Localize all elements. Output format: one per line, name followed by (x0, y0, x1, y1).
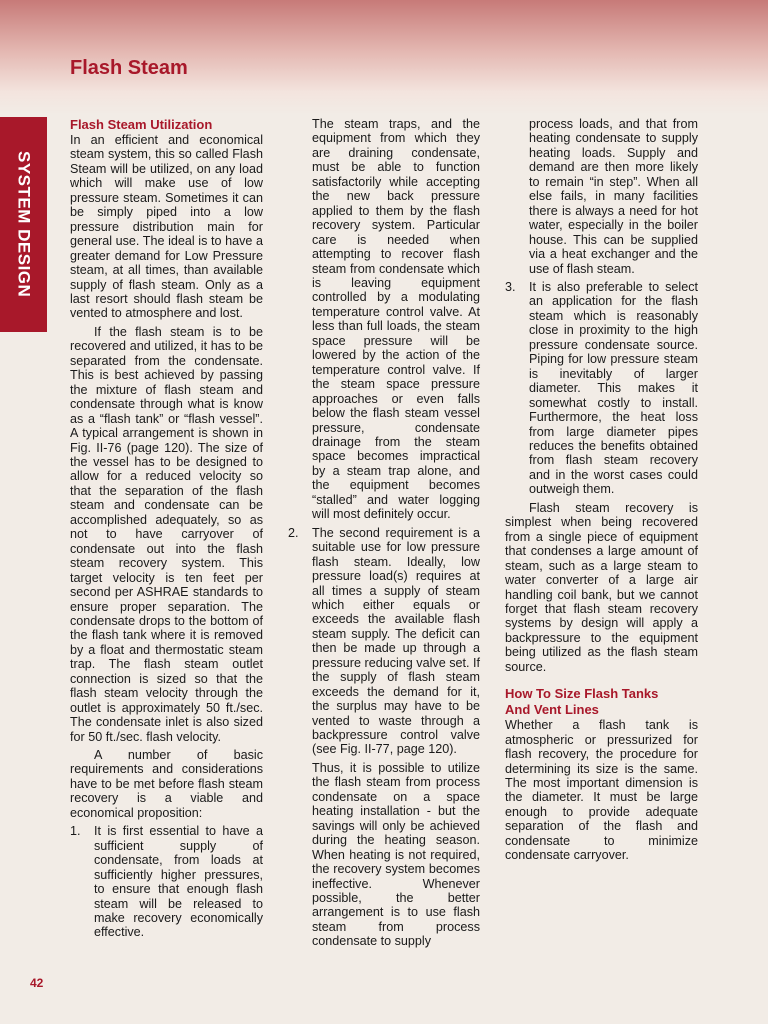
list-item-text: It is first essential to have a sufficient supply of condensate, from loads at sufficiently higher pressures, to ensure that enough flash steam will be released to make recovery economically effective. (94, 824, 263, 940)
column-3 (505, 117, 698, 863)
section-tab-label: SYSTEM DESIGN (14, 151, 34, 298)
section-heading: Flash Steam Utilization (70, 117, 213, 132)
list-item (70, 824, 263, 940)
list-item-text: Thus, it is possible to utilize the flash steam from process condensate on a space heating installation - but the savings will only be achieved during the heating season. When heating is not required, the recovery system becomes ineffective. Whenever possible, the better arrangement is to use flash steam from process condensate to supply (312, 760, 480, 949)
column-1 (70, 117, 263, 940)
section-heading-line: And Vent Lines (505, 702, 599, 718)
list-item-continuation (505, 117, 698, 276)
section-heading-line: How To Size Flash Tanks (505, 686, 659, 702)
list-item-text: It is also preferable to select an application for the flash steam which is reasonably close in proximity to the high pressure condensate source. Piping for low pressure steam is inevitably of larger diameter. This makes it somewhat costly to install. Furthermore, the heat loss from large diameter pipes reduces the benefits obtained from flash steam recovery and in the worst cases could outweigh them. (529, 279, 698, 497)
list-item-continuation (288, 117, 480, 522)
section-heading (505, 686, 698, 718)
paragraph: If the flash steam is to be recovered and utilized, it has to be separated from the condensate. This is best achieved by passing the mixture of flash steam and condensate through what is know as a “flash tank” or “flash vessel”. A typical arrangement is shown in Fig. II-76 (page 120). The size of the vessel has to be designed to allow for a reduced velocity so that the separation of the flash steam and condensate can be accomplished adequately, so as not to have carryover of condensate out into the flash steam recovery system. This target velocity is ten feet per second per ASHRAE standards to ensure proper separation. The condensate drops to the bottom of the flash tank where it is removed by a float and thermostatic steam trap. The flash steam outlet connection is sized so that the flash steam velocity through the outlet is approximately 50 ft./sec. The condensate inlet is also sized for 50 ft./sec. flash velocity. (70, 324, 263, 744)
paragraph: Flash steam recovery is simplest when being recovered from a single piece of equipment that condenses a large amount of steam, such as a large steam to water converter of a large air handling coil bank, but we cannot forget that flash steam recovery systems by design will apply a backpressure to the equipment being utilized as the flash steam source. (505, 500, 698, 674)
list-item-number: 2. (288, 525, 299, 540)
list-item-text: The second requirement is a suitable use for low pressure flash steam. Ideally, low pressure load(s) requires at all times a supply of steam which either equals or exceeds the available flash steam supply. The deficit can then be made up through a pressure reducing valve set. If the supply of flash steam exceeds the demand for it, the surplus may have to be vented to waste through a backpressure control valve (see Fig. II-77, page 120). (312, 525, 480, 757)
list-item-number: 3. (505, 279, 516, 294)
list-item (288, 526, 480, 949)
paragraph: In an efficient and economical steam system, this so called Flash Steam will be utilized, on any load which will make use of low pressure steam. Sometimes it can be simply piped into a low pressure distribution main for general use. The ideal is to have a greater demand for Low Pressure steam, at all times, than available supply of flash steam. Only as a last resort should flash steam be vented to atmosphere and lost. (70, 133, 263, 321)
list-item (505, 280, 698, 497)
section-tab-label-wrap (0, 117, 47, 332)
page-title: Flash Steam (70, 57, 188, 79)
list-item-text: The steam traps, and the equipment from which they are draining condensate, must be able to function satisfactorily while accepting the new back pressure applied to them by the flash recovery system. Particular care is needed when attempting to recover flash steam from condensate which is leaving equipment controlled by a modulating temperature control valve. At less than full loads, the steam space pressure will be lowered by the action of the temperature control valve. If the steam space pressure approaches or even falls below the flash steam vessel pressure, condensate drainage from the steam space becomes impractical by a steam trap alone, and the equipment becomes “stalled” and water logging will most definitely occur. (312, 117, 480, 522)
page-number: 42 (30, 976, 44, 990)
list-item-text: process loads, and that from heating condensate to supply heating loads. Supply and demand are then more likely to remain “in step”. When all else fails, in many facilities there is always a need for hot water, especially in the boiler house. This can be supplied via a heat exchanger and the use of flash steam. (529, 117, 698, 276)
column-2 (288, 117, 480, 949)
list-item-number: 1. (70, 824, 81, 839)
paragraph: Whether a flash tank is atmospheric or pressurized for flash recovery, the procedure for determining its size is the same. The most important dimension is the diameter. It must be large enough to provide adequate separation of the flash and condensate to minimize condensate carryover. (505, 718, 698, 863)
paragraph: A number of basic requirements and considerations have to be met before flash steam recovery is a viable and economical proposition: (70, 748, 263, 820)
